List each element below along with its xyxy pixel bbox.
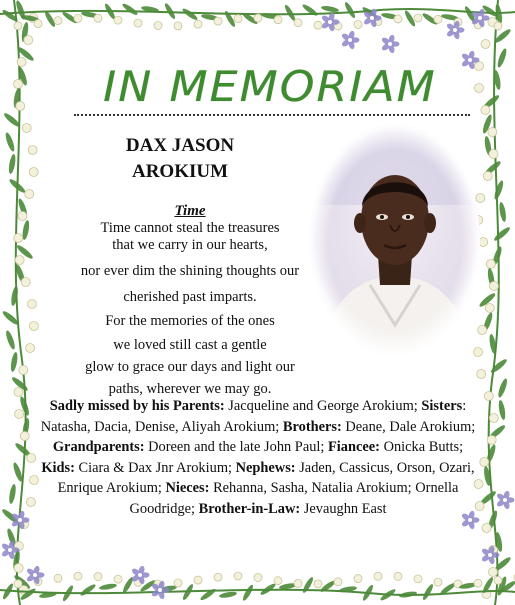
poem-line: For the memories of the ones [105, 313, 275, 329]
name-line-1: DAX JASON [125, 135, 235, 156]
brother-in-law-name: Jevaughn East [303, 500, 387, 517]
poem-line: we loved still cast a gentle [113, 337, 267, 353]
kids-label: Kids: [41, 459, 75, 476]
brothers-names: Deane, Dale Arokium; [345, 418, 476, 435]
poem [50, 202, 330, 400]
poem-line: nor ever dim the shining thoughts our [80, 263, 300, 279]
portrait-photo [310, 125, 480, 355]
nieces-names: Rehanna, Sasha, Natalia Arokium; Ornella Goodridge; [129, 480, 459, 517]
nephews-label: Nephews: [235, 459, 296, 476]
nieces-label: Nieces: [165, 480, 210, 497]
poem-line: paths, wherever we may go. [108, 381, 272, 397]
nephews-names: Jaden, Cassicus, Orson, Ozari, Enrique Arokium; [57, 459, 475, 497]
family-list [40, 396, 476, 520]
fiancee-name: Onicka Butts; [383, 439, 464, 456]
poem-line: glow to grace our days and light our [85, 359, 295, 375]
grandparents-label: Grandparents: [52, 439, 145, 456]
page-title: IN MEMORIAM [103, 62, 437, 111]
parents-names: Jacqueline and George Arokium; [228, 398, 418, 414]
poem-line: Time cannot steal the treasures [100, 220, 280, 236]
title-divider [74, 114, 470, 116]
sisters-names: : Natasha, Dacia, Denise, Aliyah Arokium; [40, 398, 467, 435]
poem-line: cherished past imparts. [123, 289, 257, 305]
grandparents-names: Doreen and the late John Paul; [148, 439, 325, 456]
brothers-label: Brothers: [282, 418, 342, 435]
parents-label: Sadly missed by his Parents: [49, 398, 225, 414]
deceased-name [90, 133, 270, 185]
fiancee-label: Fiancee: [328, 439, 380, 456]
brother-in-law-label: Brother-in-Law: [198, 500, 301, 517]
kids-names: Ciara & Dax Jnr Arokium; [78, 459, 233, 476]
poem-line: that we carry in our hearts, [112, 237, 268, 253]
poem-title: Time [174, 203, 206, 219]
sisters-label: Sisters [421, 398, 463, 414]
name-line-2: AROKIUM [131, 161, 229, 182]
